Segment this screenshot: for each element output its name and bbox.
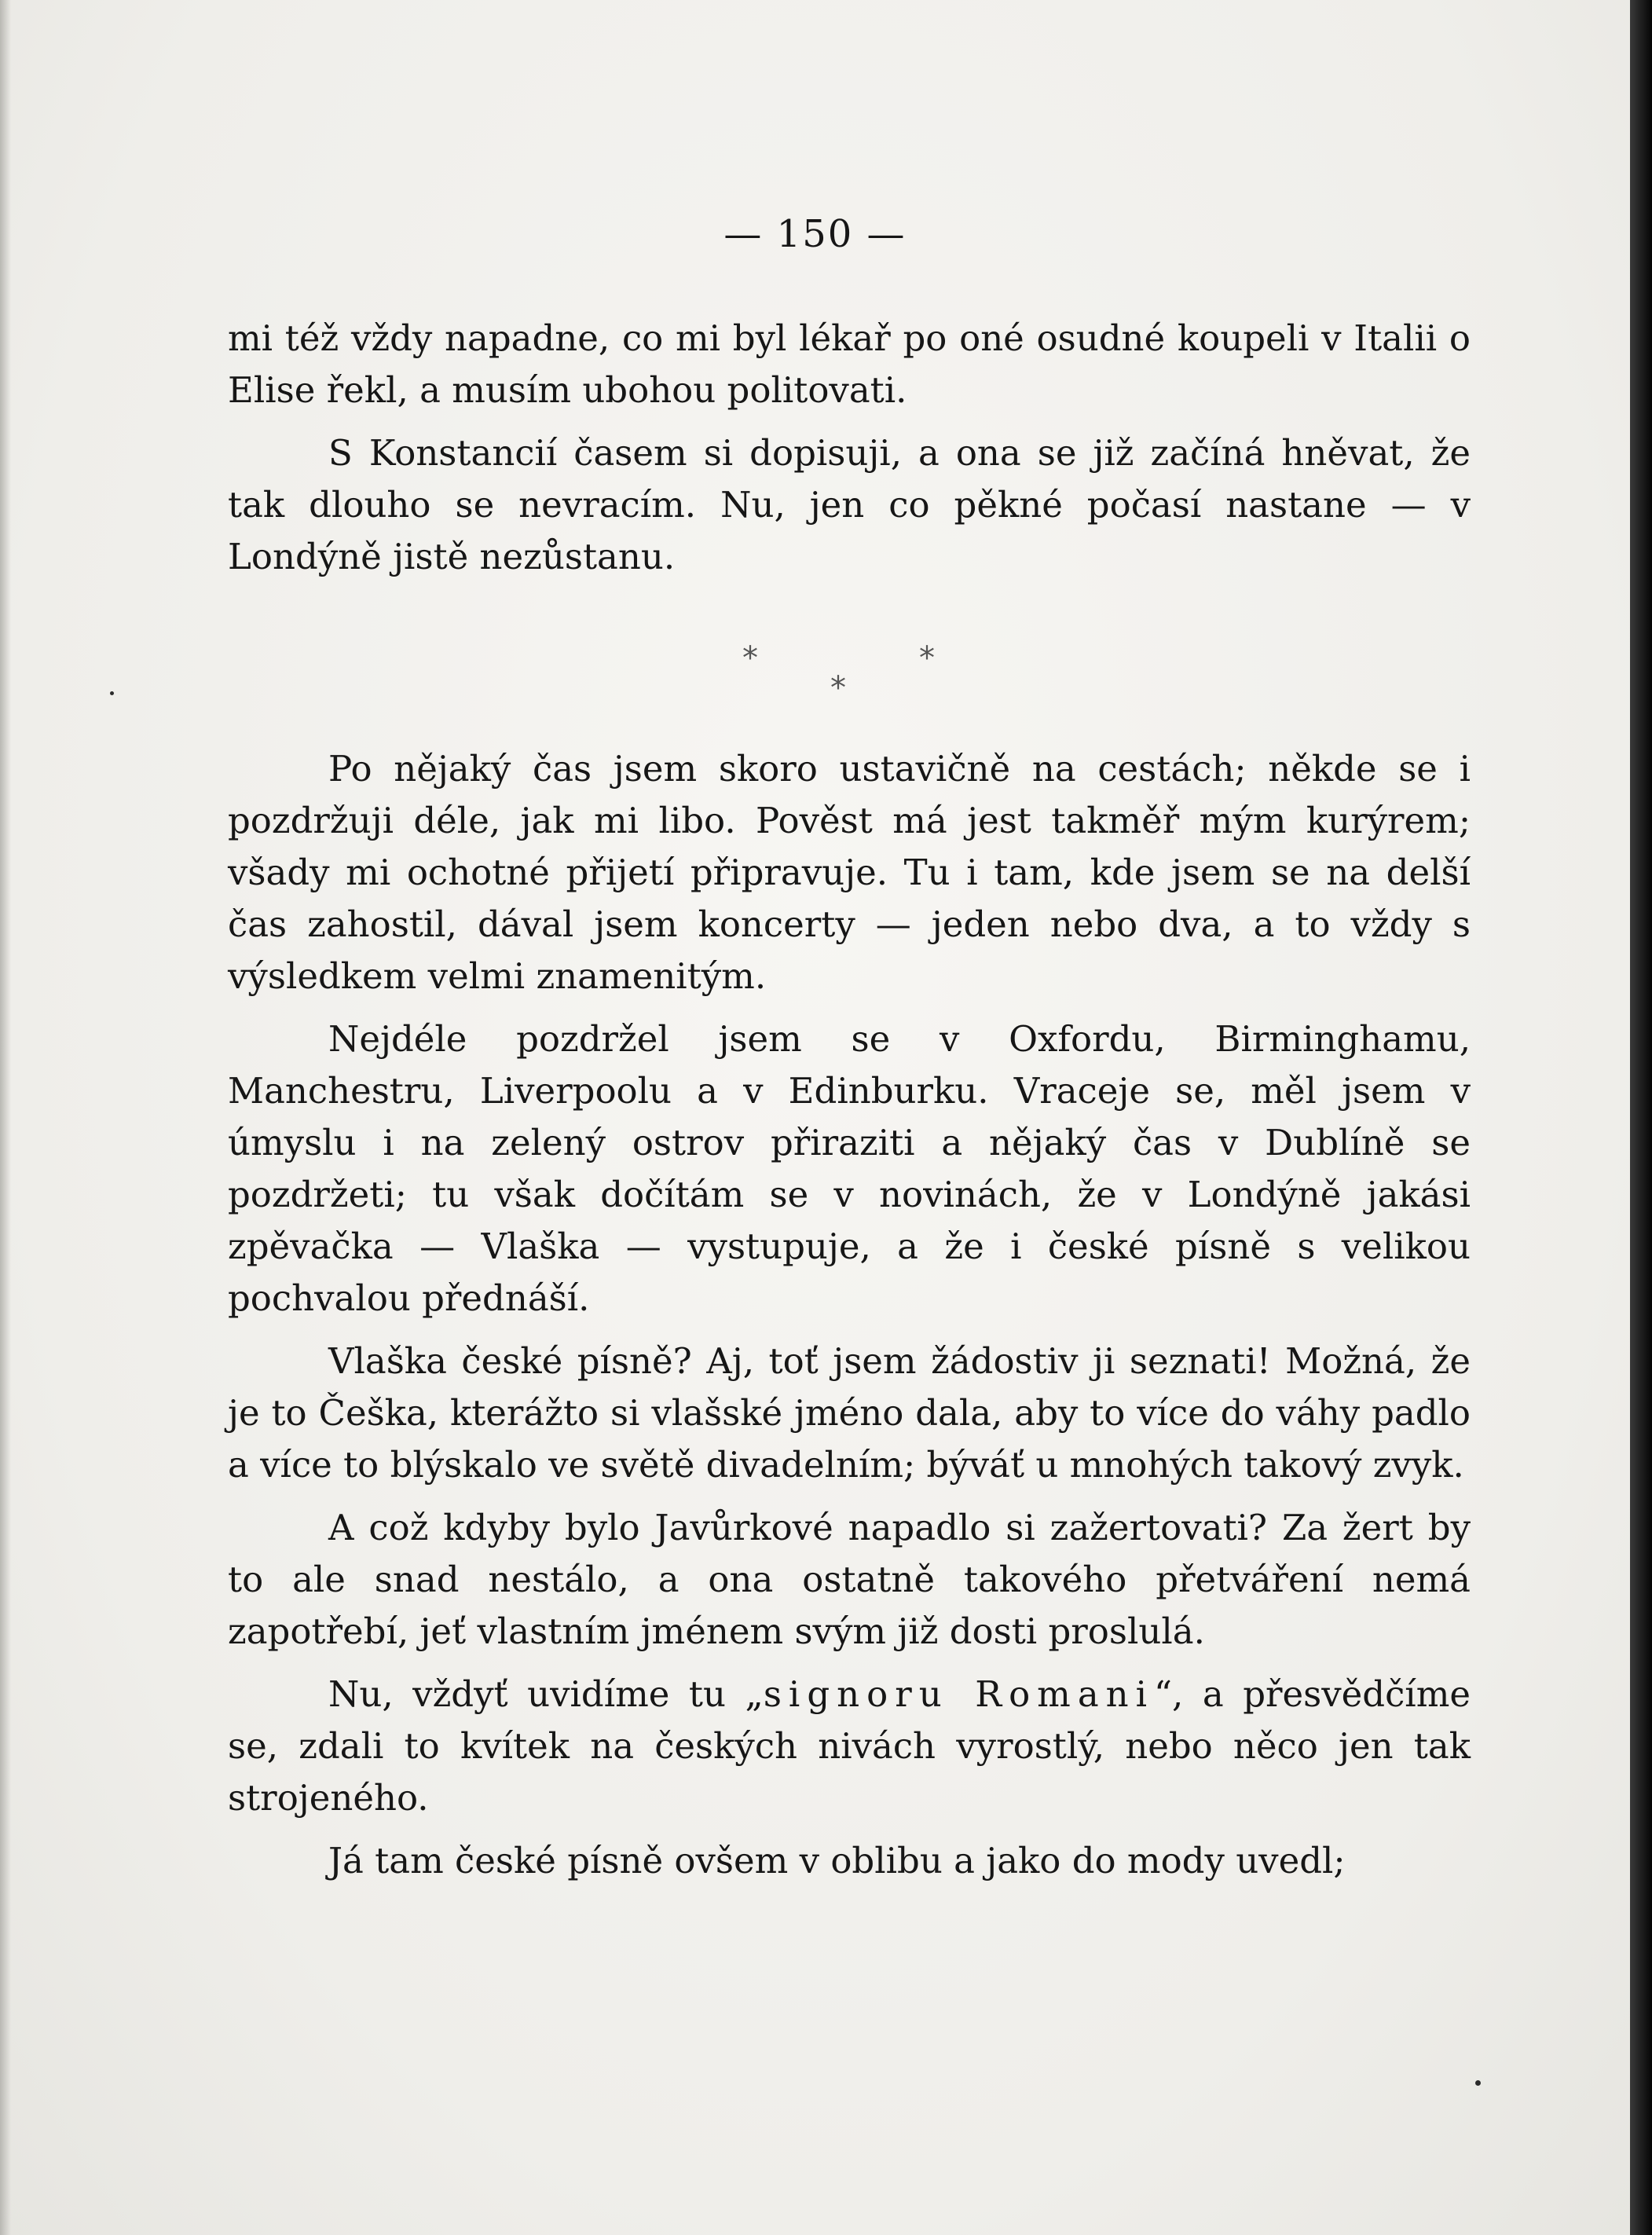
paragraph-1: mi též vždy napadne, co mi byl lékař po oné osudné koupeli v Italii o Elise řekl, a musím ubohou politovati. — [228, 317, 1471, 411]
separator-star: * — [919, 640, 935, 676]
separator-star: * — [742, 640, 758, 676]
paragraph-4: Nejdéle pozdržel jsem se v Oxfordu, Birminghamu, Manchestru, Liverpoolu a v Edinburku. Vraceje se, měl jsem v úmyslu i na zelený ostrov přiraziti a nějaký čas v Dublíně se pozdržeti; tu však dočítám se v novinách, že v Londýně jakási zpěvačka — Vlaška — vystupuje, a že i české písně s velikou pochvalou přednáší. — [228, 1018, 1471, 1319]
signora-name: signoru Romani — [763, 1673, 1155, 1715]
paragraph-2: S Konstancií časem si dopisuji, a ona se již začíná hněvat, že tak dlouho se nevracím. Nu, jen co pěkné počasí nastane — v Londýně jistě nezůstanu. — [228, 432, 1471, 577]
ink-speck — [1475, 2080, 1481, 2086]
paragraph-3: Po nějaký čas jsem skoro ustavičně na cestách; někde se i pozdržuji déle, jak mi libo. Pověst má jest takměř mým kurýrem; všady mi ochotné přijetí připravuje. Tu i tam, kde jsem se na delší čas zahostil, dával jsem koncerty — jeden nebo dva, a to vždy s výsledkem velmi znamenitým. — [228, 748, 1471, 997]
paragraph-6: A což kdyby bylo Javůrkové napadlo si zažertovati? Za žert by to ale snad nestálo, a ona ostatně takového přetváření nemá zapotřebí, jeť vlastním jménem svým již dosti proslulá. — [228, 1507, 1471, 1652]
paragraph-8: Já tam české písně ovšem v oblibu a jako do mody uvedl; — [328, 1840, 1346, 1881]
page-left-shadow — [0, 0, 11, 2235]
paragraph-7-start: Nu, vždyť uvidíme tu „ — [328, 1673, 764, 1715]
paragraph-7-end: “, a přesvědčíme se, zdali to kvítek na českých nivách vyrostlý, nebo něco jen tak strojeného. — [228, 1673, 1471, 1819]
page-number: — 150 — — [723, 212, 907, 256]
paragraph-7 — [228, 1669, 1471, 1824]
paragraph-5: Vlaška české písně? Aj, toť jsem žádostiv ji seznati! Možná, že je to Češka, kterážto si vlašské jméno dala, aby to více do váhy padlo a více to blýskalo ve světě divadelním; býváť u mnohých takový zvyk. — [228, 1340, 1471, 1486]
section-separator — [228, 602, 1471, 743]
page-right-edge — [1630, 0, 1652, 2235]
body-text — [228, 313, 1471, 1887]
ink-speck — [110, 691, 114, 695]
separator-star: * — [830, 670, 846, 706]
